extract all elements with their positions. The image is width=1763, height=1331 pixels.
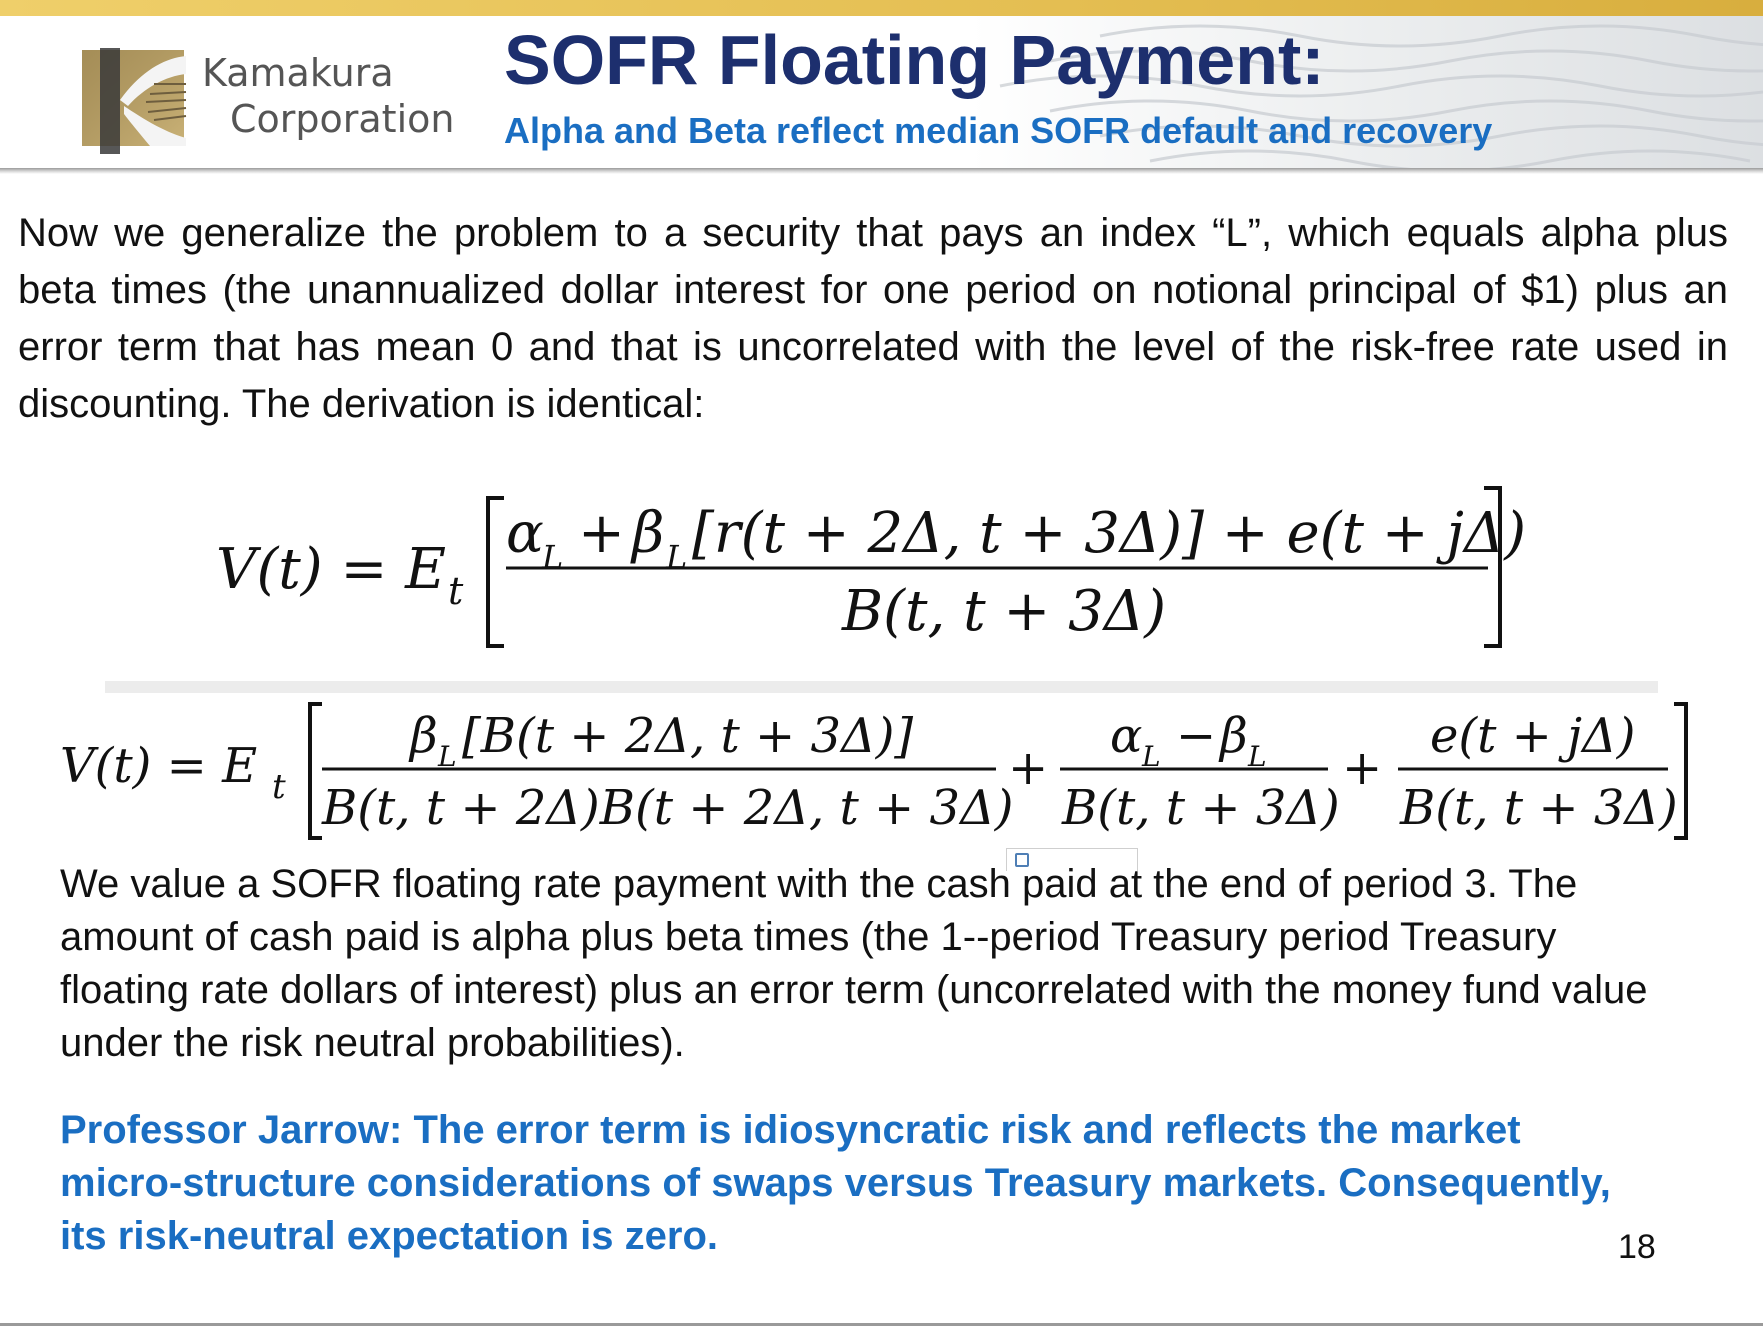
svg-text:−: − [1176, 708, 1217, 764]
explanation-paragraph: We value a SOFR floating rate payment with the cash paid at the end of period 3. The amount of cash paid is alpha plus beta times (the 1--period Treasury period Treasury floating rate dollars of interest) plus an error term (uncorrelated with the money fund value under the risk neutral probabilities). [60, 862, 1648, 1065]
svg-text:L: L [438, 740, 457, 773]
slide-title: SOFR Floating Payment: [504, 21, 1325, 99]
svg-text:α: α [506, 501, 544, 566]
svg-text:L: L [542, 538, 564, 576]
kamakura-logo-icon [80, 44, 188, 156]
header-shadow [0, 168, 1763, 174]
slide-subtitle: Alpha and Beta reflect median SOFR default and recovery [504, 110, 1493, 151]
svg-text:[B(t + 2Δ, t + 3Δ)]: [B(t + 2Δ, t + 3Δ)] [462, 708, 914, 764]
eq2-term1-denominator: B(t, t + 2Δ)B(t + 2Δ, t + 3Δ) [322, 780, 1014, 836]
bottom-rule [0, 1323, 1763, 1326]
eq2-term1-numerator [408, 708, 913, 773]
svg-text:β: β [632, 501, 665, 566]
eq1-numerator [506, 501, 1526, 576]
equation-2 [60, 690, 1700, 850]
eq1-denominator: B(t, t + 3Δ) [842, 579, 1167, 644]
eq2-term2-denominator: B(t, t + 3Δ) [1062, 780, 1340, 836]
svg-text:[r(t + 2Δ, t + 3Δ)] + e(t + jΔ: [r(t + 2Δ, t + 3Δ)] + e(t + jΔ) [692, 501, 1527, 566]
logo-line-2: Corporation [230, 97, 455, 141]
svg-text:t: t [272, 767, 286, 807]
svg-text:t: t [448, 569, 464, 613]
svg-text:+: + [578, 501, 625, 566]
svg-text:L: L [666, 538, 688, 576]
eq2-term2-numerator [1110, 708, 1267, 773]
svg-text:α: α [1110, 708, 1143, 764]
top-gold-stripe [0, 0, 1763, 16]
svg-text:β: β [1220, 708, 1248, 764]
svg-text:β: β [410, 708, 438, 764]
eq1-lhs [216, 537, 464, 613]
professor-note-paragraph: Professor Jarrow: The error term is idiosyncratic risk and reflects the market micro-structure considerations of swaps versus Treasury markets. Consequently, its risk-neutral expectation is zero. [60, 1108, 1611, 1258]
svg-text:L: L [1142, 740, 1161, 773]
eq2-left-bracket [310, 704, 322, 838]
svg-text:L: L [1248, 740, 1267, 773]
intro-paragraph: Now we generalize the problem to a security that pays an index “L”, which equals alpha plus beta times (the unannualized dollar interest for one period on notional principal of $1) plus an error term that has mean 0 and that is uncorrelated with the level of the risk-free rate used in discounting. The derivation is identical: [18, 211, 1728, 426]
svg-text:V(t) = E: V(t) = E [60, 738, 258, 794]
eq1-left-bracket [488, 498, 504, 646]
logo-line-1: Kamakura [202, 51, 394, 95]
eq2-term3-denominator: B(t, t + 3Δ) [1400, 780, 1678, 836]
svg-text:V(t) = E: V(t) = E [216, 537, 447, 602]
eq2-plus-1: + [1008, 740, 1049, 796]
eq2-term3-numerator: e(t + jΔ) [1430, 708, 1636, 764]
page-number: 18 [1618, 1228, 1656, 1266]
company-logo-text [202, 50, 454, 142]
eq2-lhs [60, 738, 286, 807]
eq2-plus-2: + [1342, 740, 1383, 796]
equation-1 [200, 480, 1540, 660]
